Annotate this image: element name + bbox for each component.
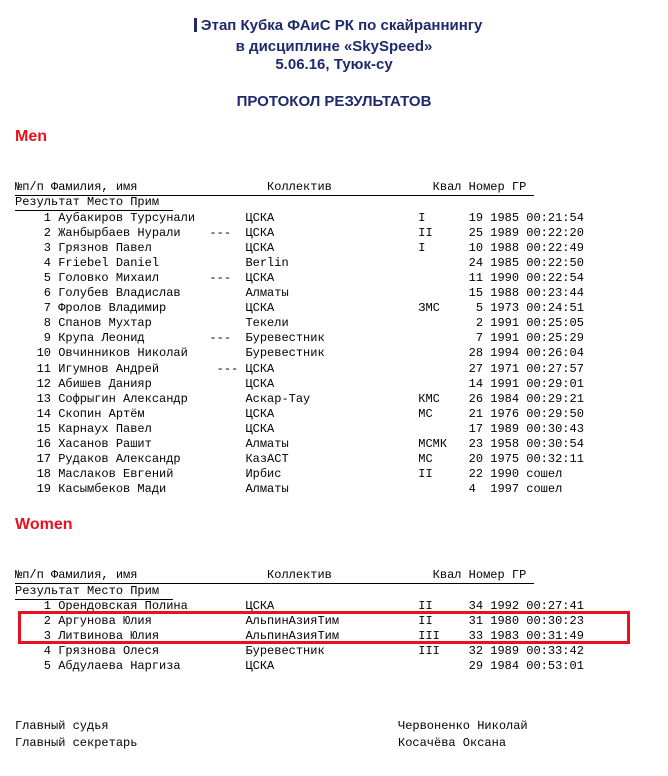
result-row: 2 Аргунова Юлия АльпинАзияТим II 31 1980 00:30:23 [15,614,584,628]
result-row: 9 Крупа Леонид --- Буревестник 7 1991 00:25:29 [15,331,584,346]
result-row: 13 Софрыгин Александр Аскар-Тау КМС 26 1984 00:29:21 [15,391,584,406]
title-text: Этап Кубка ФАиС РК по скайраннингу [200,17,483,34]
protocol-heading: ПРОТОКОЛ РЕЗУЛЬТАТОВ [236,93,432,110]
men-section-title: Men [15,128,47,145]
discipline-line: в дисциплине «SkySpeed» [235,38,433,55]
result-row: 5 Головко Михаил --- ЦСКА 11 1990 00:22:54 [15,271,584,286]
women-section-title: Women [15,516,73,533]
highlight-box [18,611,630,644]
result-row: 6 Голубев Владислав Алматы 15 1988 00:23:44 [15,286,584,301]
result-row: 4 Грязнова Олеся Буревестник III 32 1989 00:33:42 [15,644,584,658]
title-marker [194,18,197,32]
result-row: 2 Жанбырбаев Нурали --- ЦСКА II 25 1989 00:22:20 [15,226,584,241]
judge-name: Червоненко Николай [398,719,528,733]
result-row: 19 Касымбеков Мади Алматы 4 1997 сошел [15,481,563,496]
result-row: 4 Friebel Daniel Berlin 24 1985 00:22:50 [15,256,584,271]
result-row: 18 Маслаков Евгений Ирбис II 22 1990 сошел [15,466,563,481]
secretary-name: Косачёва Оксана [398,736,507,750]
result-row: 10 Овчинников Николай Буревестник 28 1994 00:26:04 [15,346,584,361]
result-row: 16 Хасанов Рашит Алматы МСМК 23 1958 00:30:54 [15,436,584,451]
women-table-header-2: Результат Место Прим [15,584,173,600]
result-row: 12 Абишев Данияр ЦСКА 14 1991 00:29:01 [15,376,584,391]
result-row: 5 Абдулаева Наргиза ЦСКА 29 1984 00:53:01 [15,659,584,673]
result-row: 1 Аубакиров Турсунали ЦСКА I 19 1985 00:21:54 [15,211,584,225]
men-table-header-2: Результат Место Прим [15,195,173,211]
women-table-header-1: №п/п Фамилия, имя Коллектив Квал Номер ГР [15,568,534,584]
men-table-header-1: №п/п Фамилия, имя Коллектив Квал Номер ГР [15,180,534,196]
result-row: 8 Спанов Мухтар Текели 2 1991 00:25:05 [15,316,584,331]
result-row: 15 Карнаух Павел ЦСКА 17 1989 00:30:43 [15,421,584,436]
result-row: 3 Литвинова Юлия АльпинАзияТим III 33 1983 00:31:49 [15,629,584,643]
page-title [0,0,668,34]
result-row: 11 Игумнов Андрей --- ЦСКА 27 1971 00:27:57 [15,361,584,376]
result-row: 3 Грязнов Павел ЦСКА I 10 1988 00:22:49 [15,241,584,256]
result-row: 14 Скопин Артём ЦСКА МС 21 1976 00:29:50 [15,406,584,421]
date-place-line: 5.06.16, Туюк-су [275,56,393,73]
result-row: 1 Орендовская Полина ЦСКА II 34 1992 00:27:41 [15,599,584,613]
judge-label: Главный судья [15,719,109,733]
secretary-label: Главный секретарь [15,736,138,750]
result-row: 17 Рудаков Александр КазАСТ МС 20 1975 00:32:11 [15,451,584,466]
result-row: 7 Фролов Владимир ЦСКА ЗМС 5 1973 00:24:51 [15,301,584,316]
